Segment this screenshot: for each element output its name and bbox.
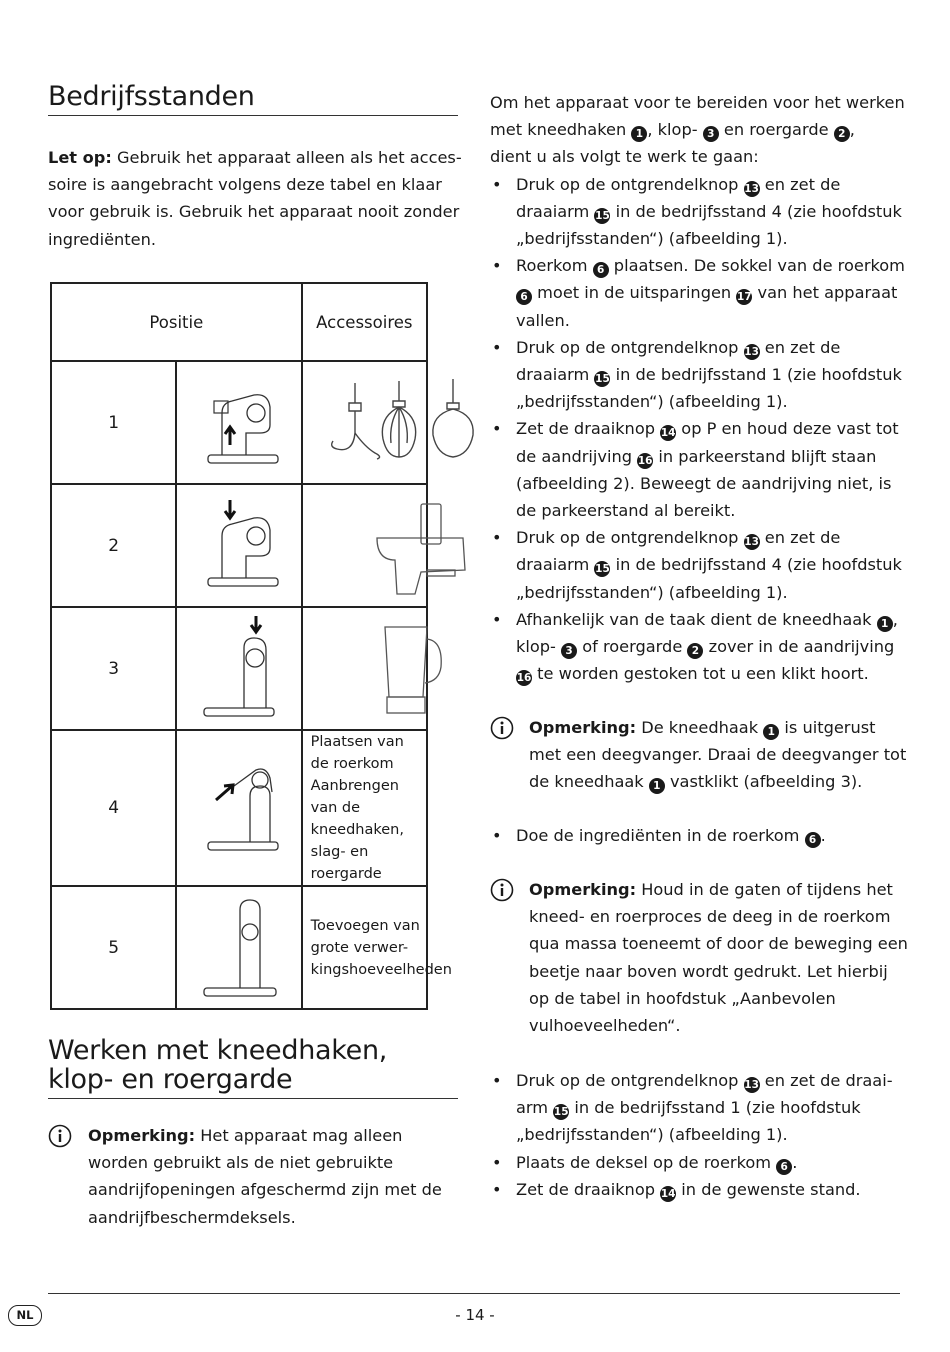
position-number: 4 (51, 730, 176, 886)
table-row (51, 730, 427, 886)
heading-line: Werken met kneedhaken, (48, 1035, 388, 1066)
position-number: 5 (51, 886, 176, 1009)
page-number: - 14 - (455, 1306, 495, 1324)
note-text: Houd in de gaten of tijdens het kneed- en roerproces de deeg in de roerkom qua massa toeneemt of door de beweging een beetje naar boven wordt gedrukt. Let hierbij op de tabel in hoofdstuk „Aanbevolen vulhoeveelheden“. (529, 880, 908, 1036)
mixer-position-4-illustration (176, 730, 301, 886)
caution-text: Gebruik het apparaat alleen als het accessoire is aangebracht volgens deze tabel en klaar voor gebruik is. Gebruik het apparaat nooit zonder ingrediënten. (48, 148, 462, 249)
ref-marker: 16 (516, 672, 532, 685)
ref-marker: 1 (649, 778, 665, 794)
note-label: Opmerking: (529, 718, 637, 737)
caution-paragraph (48, 144, 463, 253)
accessory-line: Plaatsen van de roerkom (310, 734, 404, 772)
intro-paragraph: Om het apparaat voor te bereiden voor het werken met kneedhaken 1 , klop- 3 en roergarde 2 , dient u als volgt te werk te gaan: (490, 93, 905, 167)
position-number: 2 (51, 484, 176, 607)
info-icon (490, 716, 514, 740)
mixer-position-3-illustration (176, 607, 301, 730)
list-item: • Druk op de ontgrendelknop 13 en zet de draaiarm 15 in de bedrijfsstand 4 (zie hoofdstuk „bedrijfsstanden“) (afbeelding 1). (490, 171, 910, 253)
list-item: • Druk op de ontgrendelknop 13 en zet de draaiarm 15 in de bedrijfsstand 1 (zie hoofdstuk „bedrijfsstanden“) (afbeelding 1). (490, 334, 910, 416)
ref-marker: 1 (877, 616, 893, 632)
ref-marker: 3 (703, 126, 719, 142)
ref-marker: 6 (593, 262, 609, 278)
ref-marker: 6 (516, 289, 532, 305)
accessory-blender-illustration (302, 607, 427, 730)
note-label: Opmerking: (529, 880, 637, 899)
table-row (51, 361, 427, 484)
instructions-list-2 (490, 822, 910, 849)
note-text: Het apparaat mag alleen worden gebruikt als de niet gebruikte aandrijfopeningen afgeschermd zijn met de aandrijfbeschermdeksels. (88, 1126, 442, 1227)
ref-marker: 17 (737, 291, 752, 304)
caution-label: Let op: (48, 148, 112, 167)
table-row (51, 886, 427, 1009)
list-item: • Zet de draaiknop 14 op P en houd deze vast tot de aandrijving 16 in parkeerstand blijft staan (afbeelding 2). Beweegt de aandrijving niet, is de parkeerstand al bereikt. (490, 415, 910, 524)
language-badge: NL (8, 1305, 42, 1326)
mixer-position-1-illustration (176, 361, 301, 484)
accessory-line: kingshoeveelheden (310, 961, 452, 978)
position-number: 3 (51, 607, 176, 730)
accessory-line: slag- en roergarde (310, 844, 382, 882)
info-icon (48, 1124, 72, 1148)
column-header-position: Positie (51, 283, 302, 361)
note-block: Opmerking: De kneedhaak 1 is uitgerust met een deegvanger. Draai de deegvanger tot de kneedhaak 1 vastklikt (afbeelding 3). (490, 714, 910, 796)
mixer-position-2-illustration (176, 484, 301, 607)
instructions-list-3 (490, 1067, 910, 1203)
accessory-line: Aanbrengen van de kneedhaken, (310, 778, 404, 838)
note-label: Opmerking: (88, 1126, 196, 1145)
section-heading-bedrijfsstanden: Bedrijfsstanden (48, 82, 458, 116)
ref-marker: 15 (595, 563, 610, 576)
ref-marker: 6 (805, 832, 821, 848)
instructions-list-1 (490, 89, 910, 687)
list-item: • Doe de ingrediënten in de roerkom 6 . (490, 822, 910, 849)
note-block (48, 1122, 458, 1231)
list-item: • Druk op de ontgrendelknop 13 en zet de draaiarm 15 in de bedrijfsstand 4 (zie hoofdstuk „bedrijfsstanden“) (afbeelding 1). (490, 524, 910, 606)
column-header-accessories: Accessoires (302, 283, 427, 361)
accessory-hooks-illustration (302, 361, 427, 484)
ref-marker: 13 (744, 182, 759, 195)
ref-marker: 1 (763, 724, 779, 740)
table-header-row (51, 283, 427, 361)
ref-marker: 13 (744, 345, 759, 358)
list-item: • Afhankelijk van de taak dient de kneedhaak 1 , klop- 3 of roergarde 2 zover in de aandrijving 16 te worden gestoken tot u een klikt hoort. (490, 606, 910, 688)
list-item: • Plaats de deksel op de roerkom 6 . (490, 1149, 910, 1176)
section-heading-werken (48, 1036, 458, 1099)
ref-marker: 14 (660, 1187, 676, 1200)
position-number: 1 (51, 361, 176, 484)
ref-marker: 15 (595, 209, 610, 222)
note-block (490, 876, 910, 1039)
accessory-description (302, 730, 427, 886)
heading-line: klop- en roergarde (48, 1064, 293, 1095)
ref-marker: 14 (660, 427, 676, 440)
ref-marker: 13 (744, 536, 759, 549)
ref-marker: 13 (744, 1079, 759, 1091)
mixer-position-5-illustration (176, 886, 301, 1009)
list-item: • Druk op de ontgrendelknop 13 en zet de draaiarm 15 in de bedrijfsstand 1 (zie hoofdstuk „bedrijfsstanden“) (afbeelding 1). (490, 1067, 910, 1149)
list-item: • Zet de draaiknop 14 in de gewenste stand. (490, 1176, 910, 1203)
accessory-line: Toevoegen van grote verwer- (310, 917, 420, 956)
ref-marker: 15 (595, 373, 610, 386)
ref-marker: 6 (776, 1159, 792, 1175)
ref-marker: 1 (631, 126, 647, 142)
operating-positions-table (50, 282, 452, 1010)
accessory-description (302, 886, 452, 1009)
ref-marker: 2 (834, 126, 850, 142)
ref-marker: 15 (553, 1106, 569, 1119)
ref-marker: 3 (561, 643, 577, 659)
ref-marker: 16 (637, 454, 653, 467)
list-item: • Roerkom 6 plaatsen. De sokkel van de roerkom 6 moet in de uitsparingen 17 van het apparaat vallen. (490, 252, 910, 334)
footer-divider (48, 1293, 900, 1294)
accessory-slicer-illustration (302, 484, 427, 607)
info-icon (490, 878, 514, 902)
table-row (51, 607, 427, 730)
ref-marker: 2 (687, 643, 703, 659)
table-row (51, 484, 427, 607)
